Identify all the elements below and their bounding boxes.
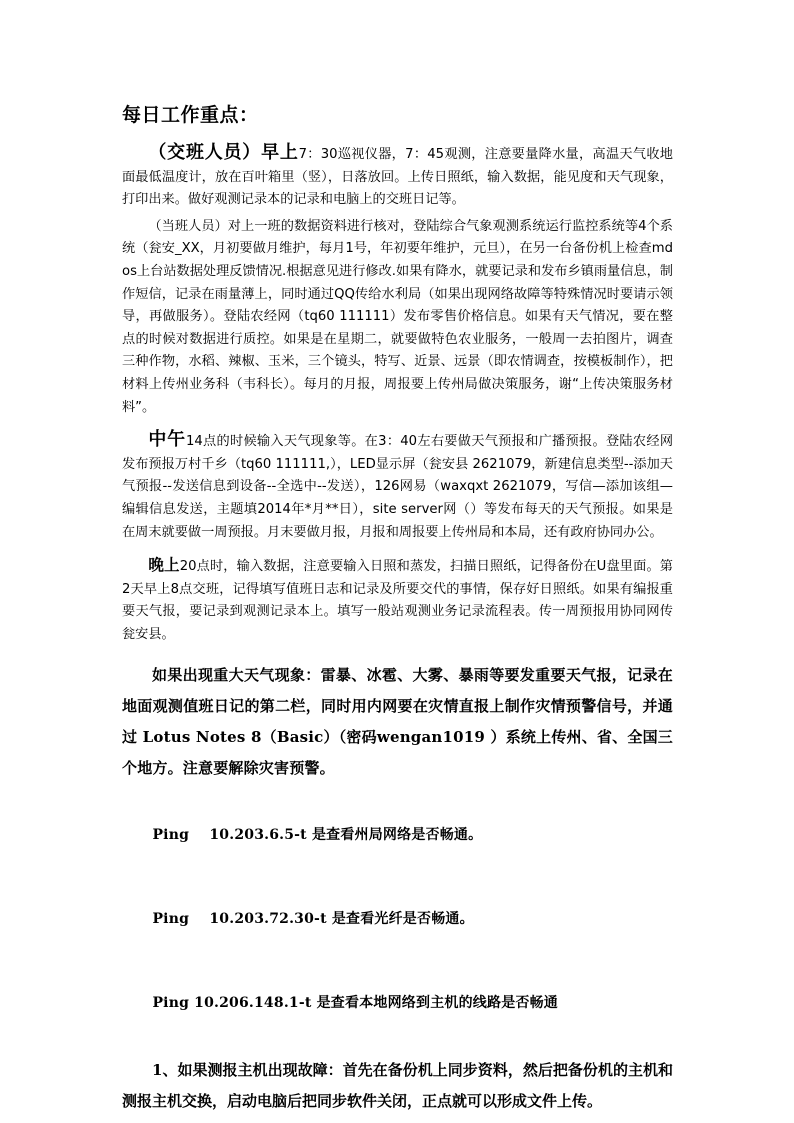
evening-body-text: 20点时，输入数据，注意要输入日照和蒸发，扫描日照纸，记得备份在U盘里面。第2天早上8点交班，记得填写值班日志和记录及所要交代的事情，保存好日照纸。如果有编报重要天气报，要记录到观测记录本上。填写一般站观测业务记录流程表。传一周预报用协同网传瓮安县。 (122, 559, 673, 642)
paragraph-severe-weather (122, 660, 673, 784)
ping-command-2[interactable]: Ping 10.203.72.30-t (152, 911, 327, 928)
severe-weather-text: 如果出现重大天气现象：雷暴、冰雹、大雾、暴雨等要发重要天气报，记录在地面观测值班日记的第二栏，同时用内网要在灾情直报上制作灾情预警信号，并通过 Lotus Notes 8（Basic）（密码wengan1019 ）系统上传州、省、全国三个地方。注意要解除灾害预警。 (122, 666, 673, 778)
on-duty-body-text: （当班人员）对上一班的数据资料进行核对，登陆综合气象观测系统运行监控系统等4个系统（瓮安_XX，月初要做月维护，每月1号，年初要年维护，元旦），在另一台备份机上检查mdos上台站数据处理反馈情况.根据意见进行修改.如果有降水，就要记录和发布乡镇雨量信息，制作短信，记录在雨量薄上，同时通过QQ传给水利局（如果出现网络故障等特殊情况时要请示领导，再做服务）。登陆农经网（tq60 111111）发布零售价格信息。如果有天气情况，要在整点的时候对数据进行质控。如果是在星期二，就要做特色农业服务，一般周一去拍图片，调查三种作物，水稻、辣椒、玉米，三个镜头，特写、近景、远景（即农情调查，按模板制作），把材料上传州业务科（韦科长）。每月的月报，周报要上传州局做决策服务，谢 (122, 218, 673, 392)
ping-command-row-2 (122, 886, 673, 952)
document-content (122, 100, 673, 1117)
ping-description-2: 是查看光纤是否畅通。 (331, 911, 474, 928)
paragraph-noon (122, 429, 673, 544)
failover-text: 1、如果测报主机出现故障：首先在备份机上同步资料，然后把备份机的主机和测报主机交换，启动电脑后把同步软件关闭，正点就可以形成文件上传。 (122, 1061, 673, 1111)
paragraph-evening (122, 554, 673, 646)
ping-command-3[interactable]: Ping 10.206.148.1-t (152, 995, 312, 1012)
paragraph-morning (122, 142, 673, 212)
ping-description-3: 是查看本地网络到主机的线路是否畅通 (316, 995, 558, 1012)
evening-lead-label: 晚上 (148, 556, 180, 575)
morning-body-text: 7：30巡视仪器，7：45观测，注意要量降水量，高温天气收地面最低温度计，放在百叶箱里（竖），日落放回。上传日照纸，输入数据，能见度和天气现象，打印出来。做好观测记录本的记录和电脑上的交班日记等。 (122, 147, 673, 208)
ping-command-row-1 (122, 802, 673, 868)
noon-body-text: 14点的时候输入天气现象等。在3：40左右要做天气预报和广播预报。登陆农经网发布预报万村千乡（tq60 111111,），LED显示屏（瓮安县 2621079，新建信息类型--添加天气预报--发送信息到设备--全选中--发送），126网易（waxqxt 2621079，写信—添加该组—编辑信息发送，主题填2014年*月**日），site server网（）等发布每天的天气预报。如果是在周末就要做一周预报。月末要做月报，月报和周报要上传州局和本局，还有政府协同办公。 (122, 434, 674, 540)
noon-lead-label: 中午 (148, 429, 186, 451)
paragraph-on-duty: （当班人员）对上一班的数据资料进行核对，登陆综合气象观测系统运行监控系统等4个系统（瓮安_XX，月初要做月维护，每月1号，年初要年维护，元旦），在另一台备份机上检查mdos上台站数据处理反馈情况.根据意见进行修改.如果有降水，就要记录和发布乡镇雨量信息，制作短信，记录在雨量薄上，同时通过QQ传给水利局（如果出现网络故障等特殊情况时要请示领导，再做服务）。登陆农经网（tq60 111111）发布零售价格信息。如果有天气情况，要在整点的时候对数据进行质控。如果是在星期二，就要做特色农业服务，一般周一去拍图片，调查三种作物，水稻、辣椒、玉米，三个镜头，特写、近景、远景（即农情调查，按模板制作），把材料上传州业务科（韦科长）。每月的月报，周报要上传州局做决策服务，谢“上传决策服务材料”。 (122, 218, 673, 415)
page-title: 每日工作重点： (122, 104, 259, 126)
ping-command-1[interactable]: Ping 10.203.6.5-t (152, 827, 307, 844)
ping-command-row-3 (122, 970, 673, 1036)
ping-description-1: 是查看州局网络是否畅通。 (311, 827, 483, 844)
paragraph-failover (122, 1055, 673, 1117)
morning-lead-label: （交班人员）早上 (148, 142, 299, 163)
